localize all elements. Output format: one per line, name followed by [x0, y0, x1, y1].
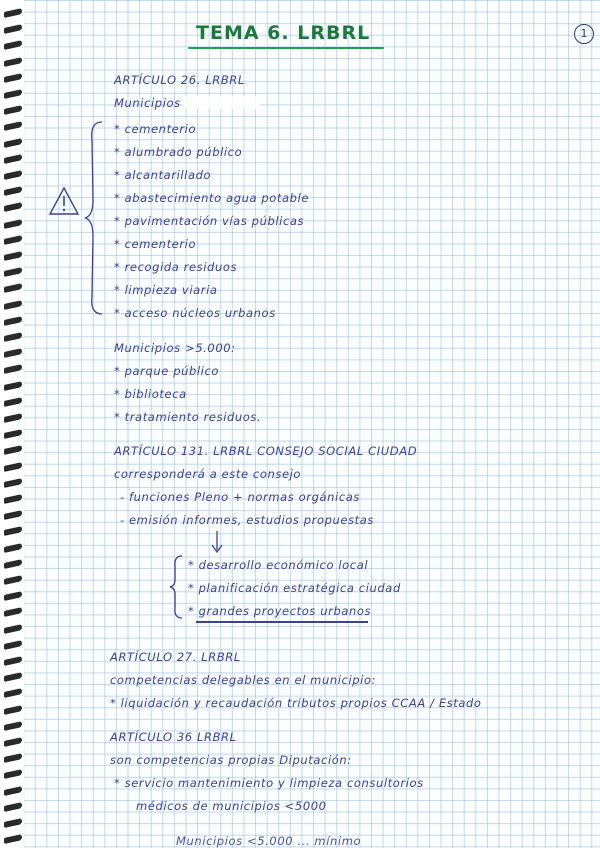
- art26-heading: ARTÍCULO 26. LRBRL: [114, 73, 245, 87]
- art36-heading: ARTÍCULO 36 LRBRL: [110, 730, 237, 744]
- list1-item: * acceso núcleos urbanos: [114, 306, 276, 320]
- spiral-ring: [4, 510, 22, 520]
- spiral-ring: [4, 526, 22, 536]
- spiral-ring: [4, 8, 22, 18]
- spiral-ring: [4, 494, 22, 504]
- sublist-item: * desarrollo económico local: [188, 558, 369, 572]
- spiral-ring: [4, 186, 22, 196]
- spiral-ring: [4, 753, 22, 763]
- title-underline: [188, 47, 384, 49]
- spiral-ring: [4, 267, 22, 277]
- art27-heading: ARTÍCULO 27. LRBRL: [110, 650, 241, 664]
- spiral-ring: [4, 445, 22, 455]
- sublist-item: * planificación estratégica ciudad: [188, 581, 401, 595]
- list1-item: * alumbrado público: [114, 145, 243, 159]
- spiral-ring: [4, 219, 22, 229]
- spiral-ring: [4, 202, 22, 212]
- art26-municipios-label: Municipios: [114, 96, 181, 110]
- art131-intro: corresponderá a este consejo: [114, 467, 302, 481]
- spiral-ring: [4, 40, 22, 50]
- spiral-ring: [4, 640, 22, 650]
- list1-item: * limpieza viaria: [114, 283, 218, 297]
- municipios-5000-label: Municipios >5.000:: [114, 341, 236, 355]
- spiral-ring: [4, 688, 22, 698]
- list1-item: * cementerio: [114, 122, 197, 136]
- list2-item: * parque público: [114, 364, 220, 378]
- spiral-ring: [4, 737, 22, 747]
- spiral-ring: [4, 705, 22, 715]
- art27-line: * liquidación y recaudación tributos propios CCAA / Estado: [110, 696, 482, 710]
- sublist-item: * grandes proyectos urbanos: [188, 604, 372, 618]
- spiral-ring: [4, 138, 22, 148]
- page-number: 1: [574, 24, 594, 44]
- spiral-ring: [4, 348, 22, 358]
- spiral-ring: [4, 834, 22, 844]
- list2-item: * tratamiento residuos.: [114, 410, 262, 424]
- spiral-ring: [4, 316, 22, 326]
- spiral-ring: [4, 607, 22, 617]
- spiral-ring: [4, 397, 22, 407]
- spiral-ring: [4, 57, 22, 67]
- spiral-ring: [4, 786, 22, 796]
- spiral-ring: [4, 364, 22, 374]
- spiral-ring: [4, 478, 22, 488]
- spiral-ring: [4, 559, 22, 569]
- spiral-ring: [4, 591, 22, 601]
- spiral-ring: [4, 672, 22, 682]
- list1-item: * recogida residuos: [114, 260, 238, 274]
- spiral-ring: [4, 154, 22, 164]
- spiral-ring: [4, 89, 22, 99]
- spiral-ring: [4, 170, 22, 180]
- spiral-binding: [0, 0, 24, 848]
- art131-item: - emisión informes, estudios propuestas: [120, 513, 375, 527]
- spiral-ring: [4, 656, 22, 666]
- spiral-ring: [4, 429, 22, 439]
- footer-partial-line: Municipios <5.000 ... mínimo: [176, 834, 362, 848]
- curly-brace-sublist: [168, 554, 184, 620]
- art27-line: competencias delegables en el municipio:: [110, 673, 377, 687]
- redacted-mark: [182, 96, 260, 109]
- spiral-ring: [4, 332, 22, 342]
- arrow-down-icon: [210, 530, 224, 554]
- curly-brace-list1: [84, 120, 106, 316]
- art131-item: - funciones Pleno + normas orgánicas: [120, 490, 360, 504]
- list1-item: * alcantarillado: [114, 168, 212, 182]
- spiral-ring: [4, 283, 22, 293]
- list1-item: * cementerio: [114, 237, 197, 251]
- list1-item: * abastecimiento agua potable: [114, 191, 310, 205]
- art36-line: * servicio mantenimiento y limpieza consultorios: [114, 776, 424, 790]
- spiral-ring: [4, 300, 22, 310]
- spiral-ring: [4, 381, 22, 391]
- spiral-ring: [4, 24, 22, 34]
- spiral-ring: [4, 251, 22, 261]
- spiral-ring: [4, 73, 22, 83]
- spiral-ring: [4, 818, 22, 828]
- underline: [196, 621, 368, 623]
- spiral-ring: [4, 575, 22, 585]
- spiral-ring: [4, 802, 22, 812]
- list1-item: * pavimentación vías públicas: [114, 214, 305, 228]
- art36-line: son competencias propias Diputación:: [110, 753, 352, 767]
- spiral-ring: [4, 105, 22, 115]
- spiral-ring: [4, 721, 22, 731]
- spiral-ring: [4, 543, 22, 553]
- art131-heading: ARTÍCULO 131. LRBRL CONSEJO SOCIAL CIUDAD: [114, 444, 418, 458]
- spiral-ring: [4, 413, 22, 423]
- spiral-ring: [4, 769, 22, 779]
- page-title: TEMA 6. LRBRL: [196, 22, 371, 44]
- warning-triangle-icon: [48, 186, 80, 216]
- spiral-ring: [4, 121, 22, 131]
- art36-line: médicos de municipios <5000: [136, 799, 327, 813]
- spiral-ring: [4, 462, 22, 472]
- spiral-ring: [4, 235, 22, 245]
- spiral-ring: [4, 624, 22, 634]
- list2-item: * biblioteca: [114, 387, 187, 401]
